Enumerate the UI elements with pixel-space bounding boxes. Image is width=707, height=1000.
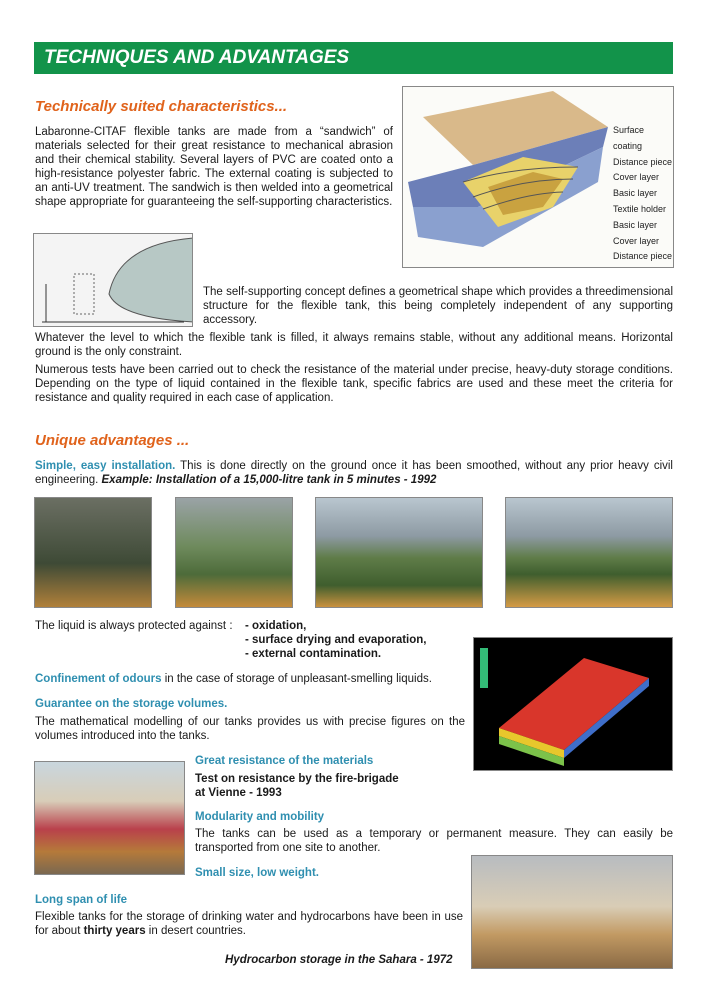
protected-item: - external contamination. — [245, 648, 382, 660]
volumes-text: The mathematical modelling of our tanks provides us with precise figures on the volumes introduced into the tanks. — [35, 716, 465, 742]
small-size-title: Small size, low weight. — [195, 867, 319, 879]
odours-text: in the case of storage of unpleasant-smelling liquids. — [161, 673, 432, 685]
resistance-title: Great resistance of the materials — [195, 755, 374, 767]
layer-label: Cover layer — [613, 235, 660, 246]
installation-example: Example: Installation of a 15,000-litre tank in 5 minutes - 1992 — [101, 474, 437, 486]
modularity-title: Modularity and mobility — [195, 811, 325, 823]
section-heading-characteristics: Technically suited characteristics... — [35, 98, 288, 115]
stability-paragraph: Whatever the level to which the flexible tank is filled, it always remains stable, without any additional means. Horizontal ground is the only constraint. — [35, 332, 673, 358]
tests-paragraph: Numerous tests have been carried out to check the resistance of the material under precise, heavy-duty storage conditions. Depending on the type of liquid contained in the flexible tank, specific fabrics are used and these meet the criteria for resistance and quality required in each case of application. — [35, 364, 673, 404]
installation-title: Simple, easy installation. — [35, 460, 176, 472]
installation-photo-3 — [315, 497, 483, 608]
fabric-layers-diagram — [402, 86, 674, 268]
installation-paragraph — [35, 459, 673, 487]
life-text-bold: thirty years — [83, 925, 146, 937]
life-title: Long span of life — [35, 894, 127, 906]
layer-label: Distance piece — [613, 251, 673, 262]
installation-photo-4 — [505, 497, 673, 608]
layer-label: Cover layer — [613, 172, 660, 183]
layer-label: Basic layer — [613, 219, 658, 230]
layer-labels — [613, 123, 673, 268]
protected-label: The liquid is always protected against : — [35, 620, 233, 632]
protected-list — [245, 619, 465, 661]
odours-paragraph — [35, 672, 465, 686]
installation-text: This is done directly on the ground once it has been smoothed, without any prior heavy civil engineering. — [35, 460, 673, 486]
layer-label: Surface coating — [613, 125, 645, 151]
installation-photo-1 — [34, 497, 152, 608]
installation-photo-2 — [175, 497, 293, 608]
resistance-caption-line: at Vienne - 1993 — [195, 787, 282, 799]
volume-model-image — [473, 637, 673, 771]
fire-brigade-photo — [34, 761, 185, 875]
life-text-part: Flexible tanks for the storage of drinking water and hydrocarbons have been in use for about — [35, 911, 463, 937]
volumes-title: Guarantee on the storage volumes. — [35, 698, 228, 710]
life-text — [35, 910, 463, 938]
tank-shape-drawing — [33, 233, 193, 327]
tank-profile-svg — [34, 234, 193, 327]
resistance-caption-line: Test on resistance by the fire-brigade — [195, 773, 399, 785]
modularity-text: The tanks can be used as a temporary or permanent measure. They can easily be transported from one site to another. — [195, 828, 673, 854]
section-heading-advantages: Unique advantages ... — [35, 432, 190, 449]
layer-label: Distance piece — [613, 156, 673, 167]
page-banner: TECHNIQUES AND ADVANTAGES — [34, 42, 673, 74]
protected-item: - oxidation, — [245, 620, 307, 632]
sahara-photo — [471, 855, 673, 969]
life-text-part: in desert countries. — [145, 925, 246, 937]
resistance-caption — [195, 772, 399, 800]
layer-label — [613, 265, 673, 268]
self-supporting-paragraph: The self-supporting concept defines a geometrical shape which provides a threedimensional structure for the flexible tank, this being completely independent of any supporting accessory. — [203, 286, 673, 326]
intro-paragraph: Labaronne-CITAF flexible tanks are made from a “sandwich” of materials selected for their great resistance to mechanical abrasion and their chemical stability. Several layers of PVC are coated onto a high-resistance polyester fabric. The external coating is subjected to an anti-UV treatment. The sandwich is then welded into a geometrical shape appropriate for guaranteeing the self-supporting characteristics. — [35, 126, 393, 208]
sahara-caption: Hydrocarbon storage in the Sahara - 1972 — [225, 954, 453, 966]
protected-item: - surface drying and evaporation, — [245, 634, 427, 646]
layer-label: Basic layer — [613, 188, 658, 199]
volume-model-svg — [474, 638, 673, 771]
layer-label: Textile holder — [613, 203, 667, 214]
odours-title: Confinement of odours — [35, 673, 162, 685]
